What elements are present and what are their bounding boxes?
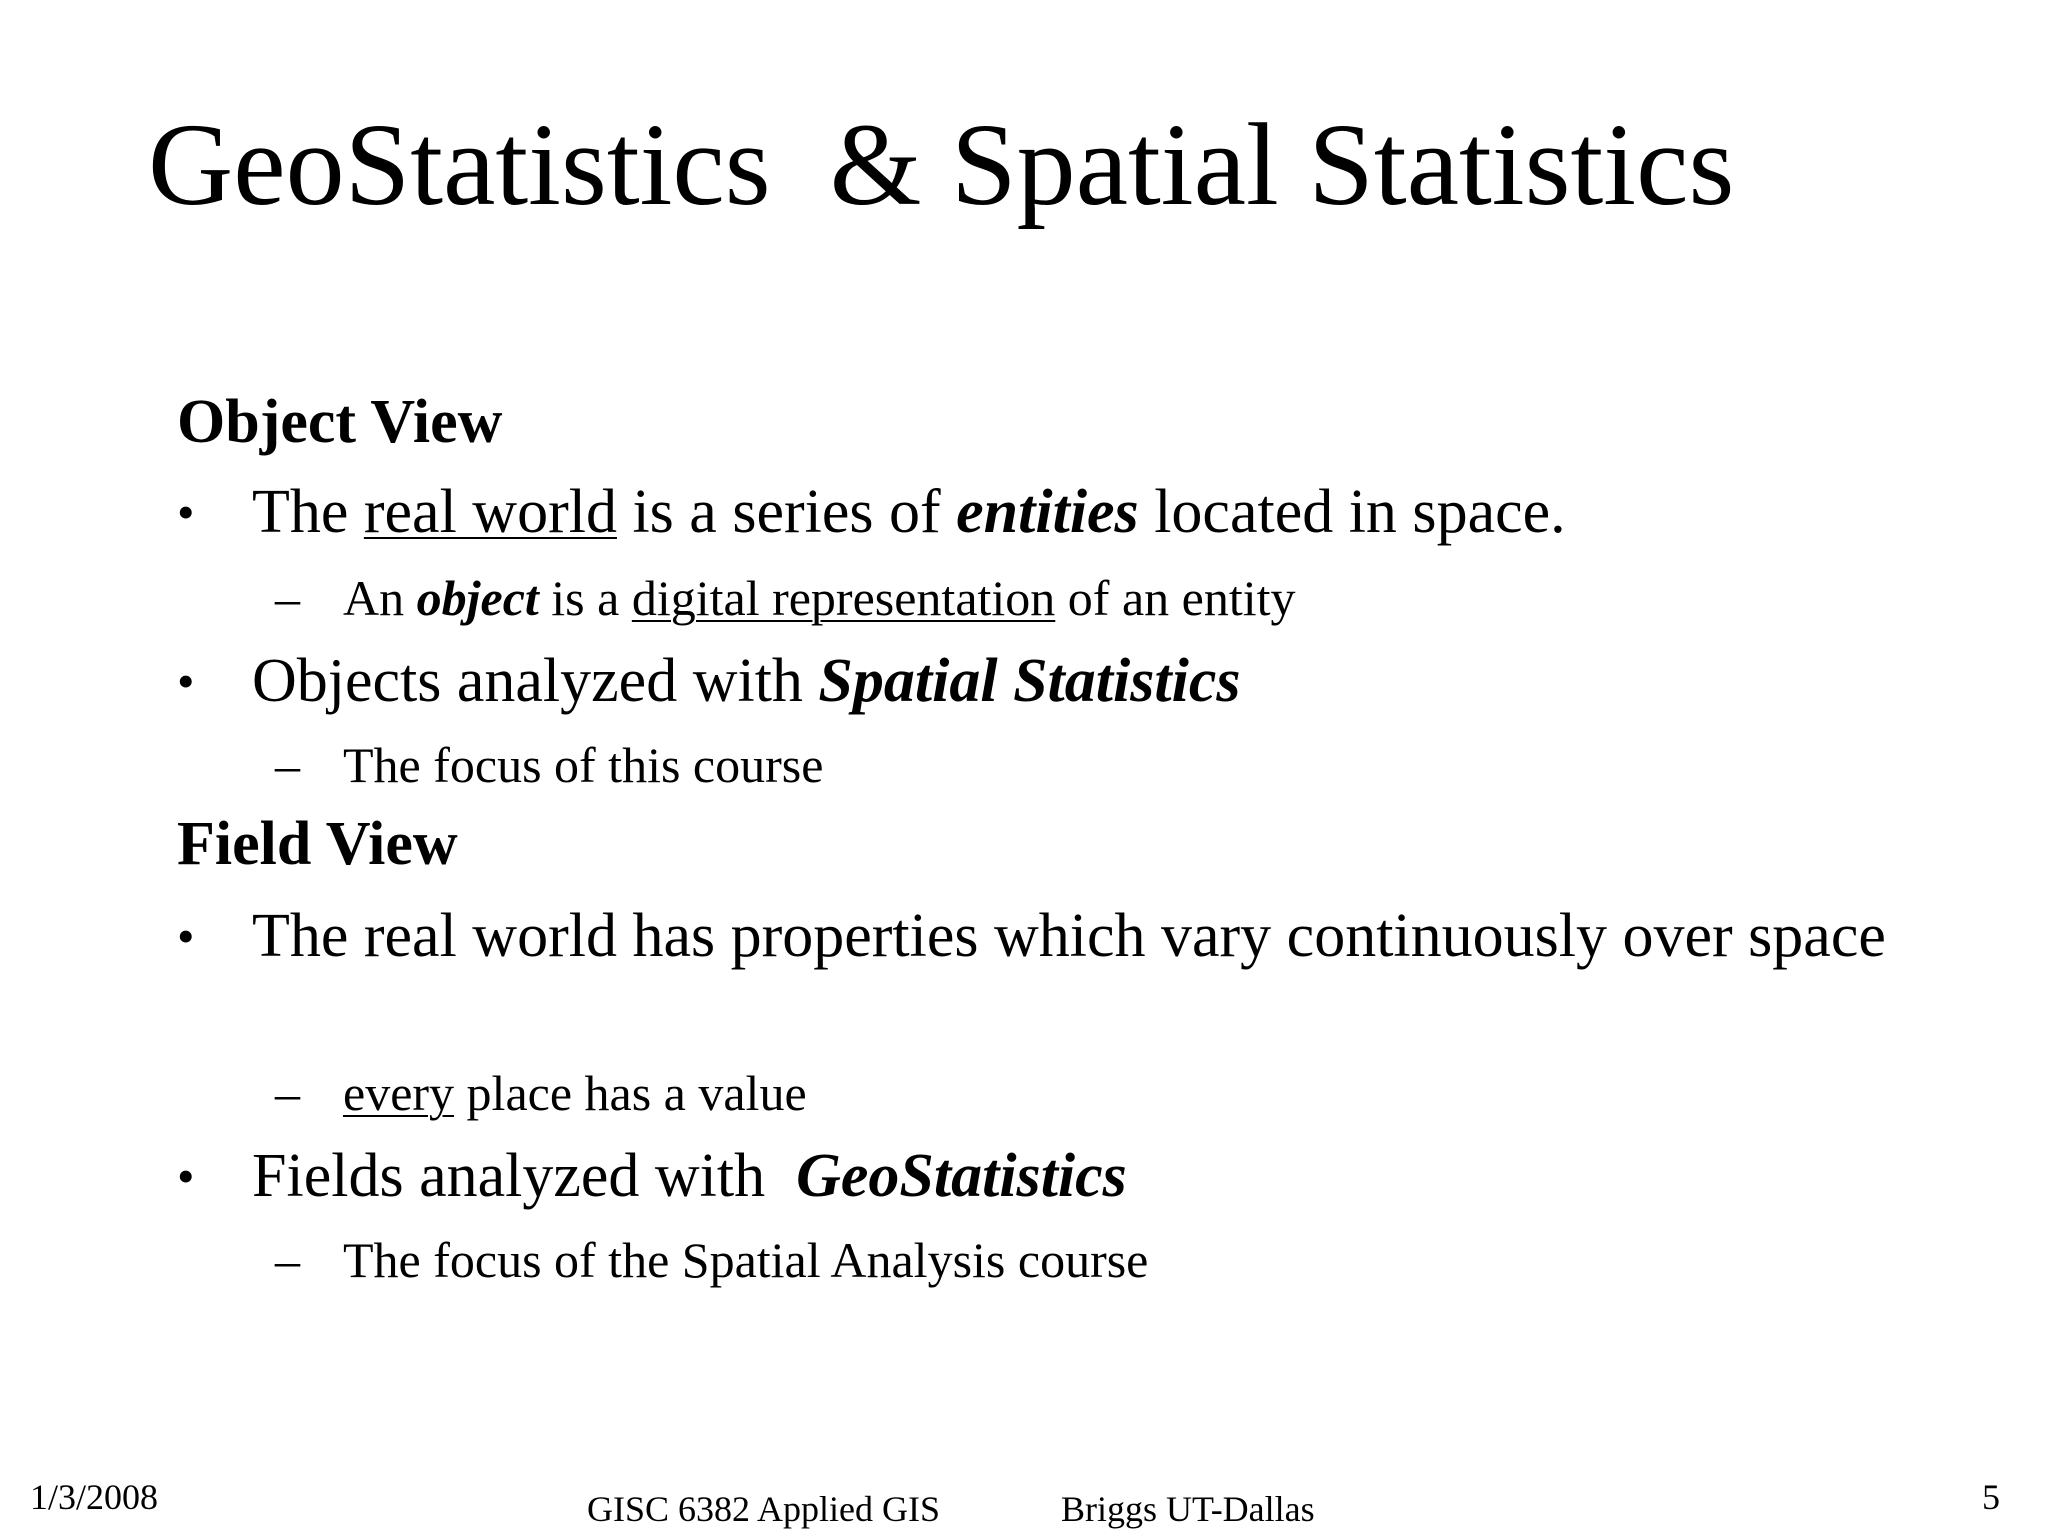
sub-text: every place has a value — [343, 1065, 807, 1121]
footer-date: 1/3/2008 — [30, 1477, 159, 1517]
object-view-heading: Object View — [177, 388, 503, 456]
bullet-text: The real world is a series of entities located in space. — [252, 478, 1566, 546]
sub-text: The focus of the Spatial Analysis course — [343, 1232, 1149, 1288]
dash-marker: – — [275, 1065, 300, 1121]
footer-page-number: 5 — [1982, 1477, 2000, 1517]
dash-marker: – — [275, 737, 300, 793]
footer-author: Briggs UT-Dallas — [1061, 1489, 1315, 1529]
bullet-text: Fields analyzed with GeoStatistics — [252, 1142, 1127, 1210]
bullet-marker: • — [177, 908, 195, 964]
footer-course: GISC 6382 Applied GIS — [587, 1489, 941, 1529]
sub-text: An object is a digital representation of an entity — [343, 570, 1296, 626]
bullet-text: The real world has properties which vary continuously over space — [252, 902, 1886, 970]
bullet-marker: • — [177, 1148, 195, 1204]
sub-text: The focus of this course — [343, 737, 824, 793]
dash-marker: – — [275, 1232, 300, 1288]
field-view-heading: Field View — [177, 810, 458, 878]
dash-marker: – — [275, 570, 300, 626]
bullet-text: Objects analyzed with Spatial Statistics — [252, 647, 1241, 715]
bullet-marker: • — [177, 653, 195, 709]
bullet-marker: • — [177, 484, 195, 540]
slide-title: GeoStatistics & Spatial Statistics — [148, 99, 1735, 230]
